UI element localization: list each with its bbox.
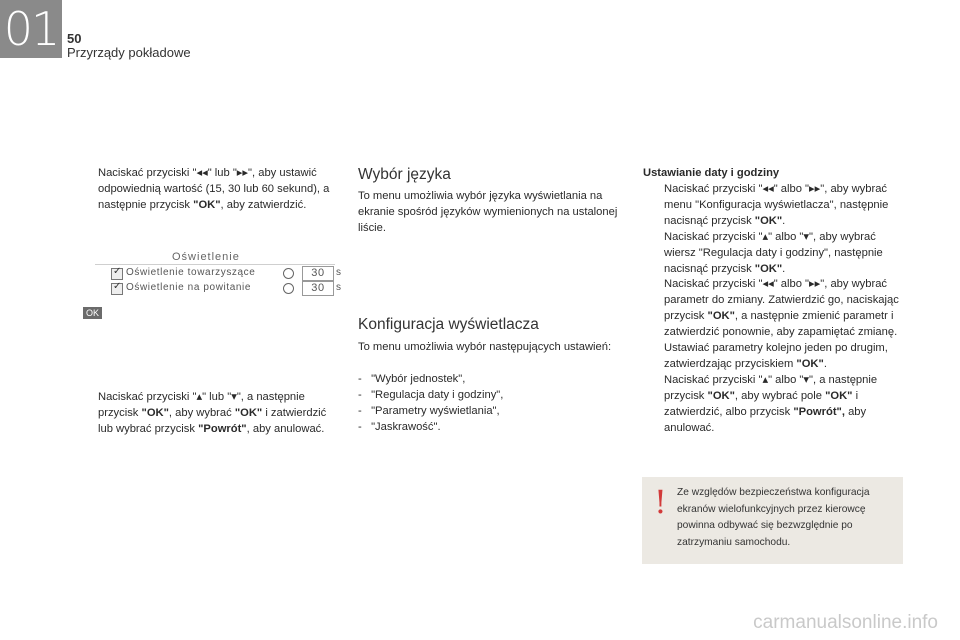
forward-icon: ▸▸ (809, 183, 821, 195)
duration-value: 30 (302, 281, 334, 296)
list-item: Naciskać przyciski "◂◂" albo "▸▸", aby wybrać parametr do zmiany. Zatwierdzić go, naciskając przycisk "OK", a następnie zmienić parametr i zatwierdzić ponownie, aby zapamiętać zmianę. (664, 278, 899, 339)
ok-key-icon: OK (83, 307, 102, 319)
up-arrow-icon: ▴ (196, 390, 203, 403)
list-item: - "Jaskrawość". (358, 420, 441, 433)
screen-title: Oświetlenie (172, 251, 240, 263)
section-title: Przyrządy pokładowe (67, 45, 191, 60)
screen-row-following-light: ✓ Oświetlenie towarzyszące 30 s (113, 266, 342, 279)
clock-icon (283, 268, 294, 279)
checkbox-icon: ✓ (111, 283, 123, 295)
up-arrow-icon: ▴ (762, 373, 769, 386)
screen-divider (95, 264, 335, 265)
down-arrow-icon: ▾ (803, 373, 810, 386)
checkbox-icon: ✓ (111, 268, 123, 280)
rewind-icon: ◂◂ (762, 183, 774, 195)
chapter-tab (0, 0, 62, 58)
heading-display-config: Konfiguracja wyświetlacza (358, 316, 539, 333)
paragraph-language: To menu umożliwia wybór języka wyświetlania na ekranie spośród języków wymienionych na ustalonej liście. (358, 190, 618, 234)
forward-icon: ▸▸ (809, 278, 821, 291)
left-step-value: Naciskać przyciski "◂◂" lub "▸▸", aby ustawić odpowiednią wartość (15, 30 lub 60 sekund), a następnie przycisk "OK", aby zatwierdzić. (98, 167, 330, 211)
date-time-steps (664, 182, 909, 437)
settings-list (358, 372, 618, 436)
screen-row-welcome-light: ✓ Oświetlenie na powitanie 30 s (113, 281, 342, 294)
rewind-icon: ◂◂ (762, 278, 774, 291)
list-item: - "Wybór jednostek", (358, 373, 466, 385)
rewind-icon: ◂◂ (196, 167, 208, 179)
list-item: Ustawiać parametry kolejno jeden po drugim, zatwierdzając przyciskiem "OK". (664, 342, 888, 370)
heading-language: Wybór języka (358, 166, 451, 183)
page-number: 50 (67, 31, 82, 46)
list-item: - "Regulacja daty i godziny", (358, 388, 504, 401)
heading-date-time: Ustawianie daty i godziny (643, 167, 780, 179)
warning-text: Ze względów bezpieczeństwa konfiguracja ekranów wielofunkcyjnych przez kierowcę powinna odbywać się bezwzględnie po zatrzymaniu samochodu. (677, 487, 870, 548)
left-step-select: Naciskać przyciski "▴" lub "▾", a następnie przycisk "OK", aby wybrać "OK" i zatwierdzić lub wybrać przycisk "Powrót", aby anulować. (98, 390, 327, 435)
paragraph-display-config: To menu umożliwia wybór następujących ustawień: (358, 341, 612, 353)
warning-box (642, 477, 903, 564)
list-item: - "Parametry wyświetlania", (358, 404, 500, 417)
duration-value: 30 (302, 266, 334, 281)
up-arrow-icon: ▴ (762, 230, 769, 243)
watermark: carmanualsonline.info (753, 612, 938, 633)
list-item: Naciskać przyciski "▴" albo "▾", aby wybrać wiersz "Regulacja daty i godziny", następnie nacisnąć przycisk "OK". (664, 230, 883, 275)
clock-icon (283, 283, 294, 294)
warning-icon: ! (654, 483, 667, 521)
list-item: Naciskać przyciski "▴" albo "▾", a następnie przycisk "OK", aby wybrać pole "OK" i zatwierdzić, albo przycisk "Powrót", aby anulować. (664, 373, 878, 434)
down-arrow-icon: ▾ (231, 390, 237, 403)
forward-icon: ▸▸ (236, 167, 249, 179)
chapter-number: 01 (3, 2, 59, 56)
list-item: Naciskać przyciski "◂◂" albo "▸▸", aby wybrać menu "Konfiguracja wyświetlacza", następnie nacisnąć przycisk "OK". (664, 183, 889, 227)
down-arrow-icon: ▾ (803, 230, 810, 243)
